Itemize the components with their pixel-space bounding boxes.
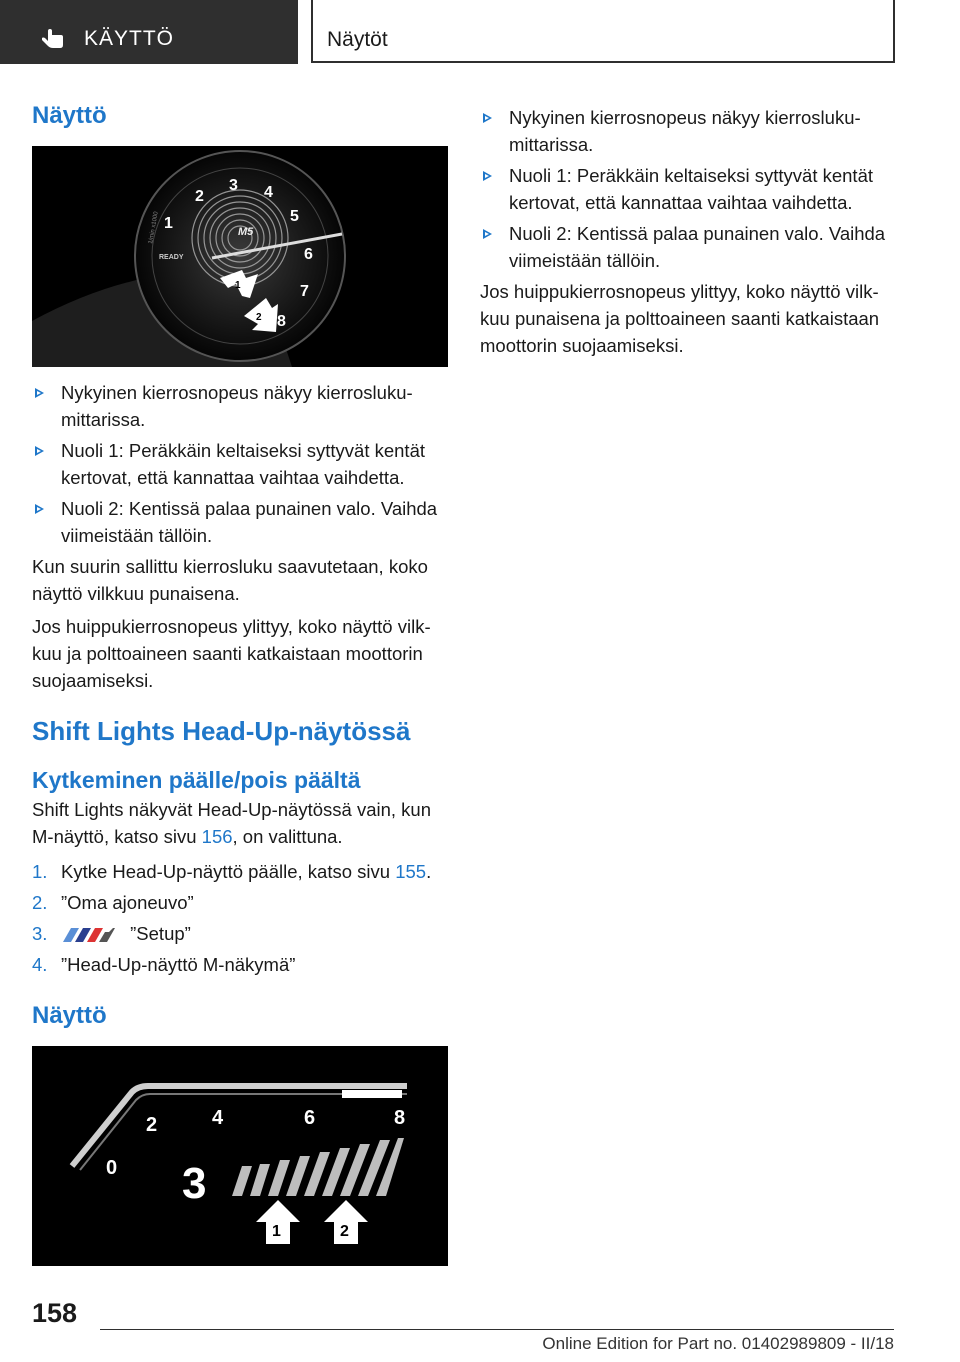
triangle-bullet-icon [35,388,44,398]
hud-shift-lights-figure [32,1046,448,1266]
bullet-list-2 [480,104,894,274]
gauge-number: 7 [300,283,309,300]
triangle-bullet-icon [35,504,44,514]
gauge-number: 8 [277,313,286,330]
list-item: Nuoli 2: Kentissä palaa punainen valo. Vaihda viimeistään tällöin. [32,495,448,549]
list-item: Nykyinen kierrosnopeus näkyy kierrosluku-mittarissa. [32,379,448,433]
list-item: Nuoli 1: Peräkkäin keltaiseksi syttyvät kentät kertovat, että kannattaa vaihtaa vaihdetta. [480,162,894,216]
header-section-title: KÄYTTÖ [84,27,175,50]
gauge-ready-label: READY [159,254,184,261]
gauge-number: 2 [195,188,204,205]
gauge-brand-label: M5 [238,226,254,238]
hud-scale-number: 2 [146,1114,158,1136]
list-item: 4. ”Head-Up-näyttö M-näkymä” [32,954,296,975]
paragraph: Jos huippukierrosnopeus ylittyy, koko näyttö vilk-kuu punaisena ja polttoaineen saanti katkaistaan moottorin suojaamiseksi. [480,281,880,356]
hud-gear-indicator: 3 [182,1159,207,1208]
heading-display-2: Näyttö [32,1002,107,1029]
triangle-bullet-icon [483,113,492,123]
triangle-bullet-icon [483,171,492,181]
section-heading: Shift Lights Head-Up-näytössä [32,716,411,746]
hud-illustration [32,1046,448,1266]
right-column [480,100,894,359]
hud-scale-number: 6 [304,1107,316,1129]
triangle-bullet-icon [483,229,492,239]
header-chapter-box [311,0,895,63]
header-chapter-title: Näytöt [327,28,388,51]
arrow-1-label: 1 [235,280,241,291]
hud-arrow-2-label: 2 [340,1223,349,1240]
triangle-bullet-icon [35,446,44,456]
gauge-number: 4 [264,184,273,201]
gauge-number: 5 [290,208,299,225]
list-item: 2. ”Oma ajoneuvo” [32,892,194,913]
hand-pointer-icon [40,28,66,50]
paragraph: Jos huippukierrosnopeus ylittyy, koko näyttö vilk-kuu ja polttoaineen saanti katkaistaan moottorin suojaamiseksi. [32,616,431,691]
bullet-list-1 [32,379,448,549]
gauge-number: 6 [304,246,313,263]
m-logo-icon [61,926,117,944]
list-item: 1. Kytke Head-Up-näyttö päälle, katso sivu 155. [32,861,432,882]
gauge-number: 1 [164,215,173,232]
footer-edition: Online Edition for Part no. 01402989809 - II/18 [542,1334,894,1353]
subsection-heading: Kytkeminen päälle/pois päältä [32,767,361,793]
page-link-155[interactable]: 155 [395,861,427,882]
list-item: Nykyinen kierrosnopeus näkyy kierrosluku-mittarissa. [480,104,894,158]
list-item: Nuoli 1: Peräkkäin keltaiseksi syttyvät kentät kertovat, että kannattaa vaihtaa vaihdetta. [32,437,448,491]
list-item: 3. ”Setup” [32,923,191,944]
rev-counter-figure [32,146,448,367]
heading-display-1: Näyttö [32,102,107,129]
hud-scale-number: 0 [106,1157,118,1179]
steps-list [32,858,448,978]
hud-scale-number: 4 [212,1107,224,1129]
hud-scale-number: 8 [394,1107,406,1129]
footer-divider [100,1329,894,1330]
intro-paragraph: Shift Lights näkyvät Head-Up-näytössä vain, kun M-näyttö, katso sivu 156, on valittuna. [32,799,431,847]
page-number: 158 [32,1298,78,1328]
header-section-tab [0,0,298,64]
rev-counter-illustration [32,146,448,367]
left-column [32,100,448,1266]
gauge-number: 3 [229,177,238,194]
hud-arrow-1-label: 1 [272,1223,281,1240]
gauge-scale-label: 1/min x1000 [148,211,160,245]
page-link-156[interactable]: 156 [201,826,233,847]
list-item: Nuoli 2: Kentissä palaa punainen valo. Vaihda viimeistään tällöin. [480,220,894,274]
arrow-2-label: 2 [256,312,262,323]
paragraph: Kun suurin sallittu kierrosluku saavutetaan, koko näyttö vilkkuu punaisena. [32,556,428,604]
